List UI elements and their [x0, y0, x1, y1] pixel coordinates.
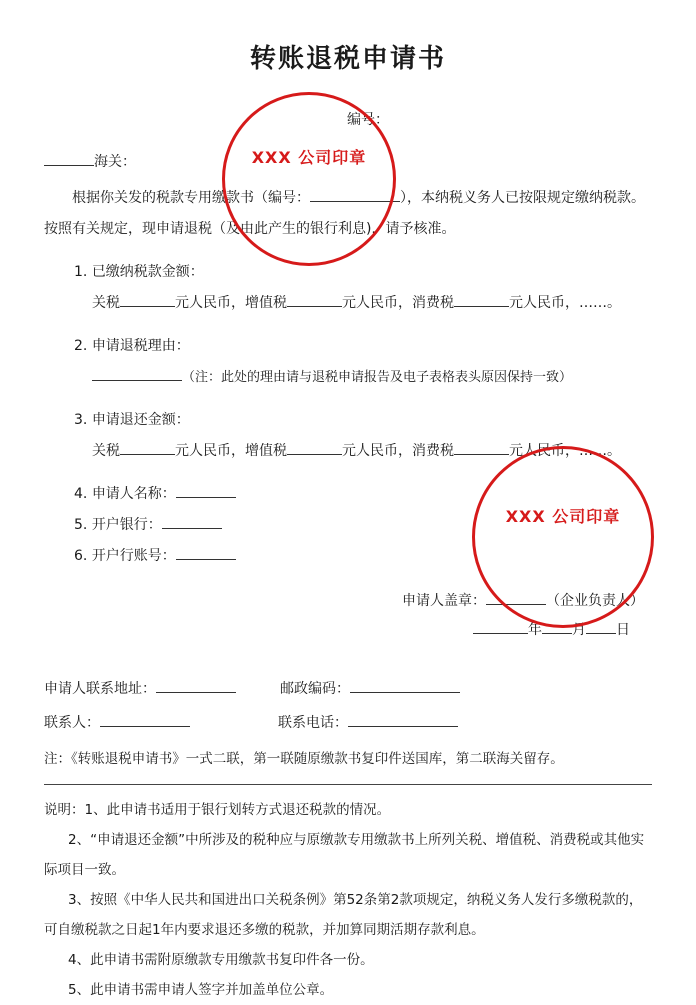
item-3-label: 申请退还金额：: [91, 412, 190, 428]
reason-note: （注：此处的理由请与退税申请报告及电子表格表头原因保持一致）: [182, 370, 573, 385]
tariff-unit-3: 元人民币，……。: [509, 295, 621, 311]
paid-tax-amount-line: [44, 288, 652, 319]
explanation-item-4: 4、此申请书需附原缴款专用缴款书复印件各一份。: [68, 952, 374, 968]
list-item: [44, 405, 652, 436]
explanation-block: [44, 795, 652, 1005]
consumption-blank-1: [454, 292, 509, 307]
intro-blank: [310, 187, 400, 202]
explanation-item-2: 2、“申请退还金额”中所涉及的税种应与原缴款专用缴款书上所列关税、增值税、消费税或其他实际项目一致。: [44, 832, 645, 878]
customs-blank: [44, 151, 94, 166]
company-stamp-bottom-text: XXX 公司印章: [505, 506, 621, 526]
item-list-2: [44, 331, 652, 362]
serial-number-label: 编号：: [347, 112, 389, 128]
explanation-1: [44, 795, 652, 825]
bank-name-blank: [162, 514, 222, 529]
intro-paragraph: [44, 183, 652, 245]
footer-note: 注：《转账退税申请书》一式二联，第一联随原缴款书复印件送国库，第二联海关留存。: [44, 751, 564, 767]
year-label: 年: [528, 622, 542, 638]
item-3-number: 3.: [74, 412, 88, 428]
list-item: [44, 479, 652, 510]
tariff-label-2: 关税: [92, 443, 120, 459]
tariff-unit-6: 元人民币，……。: [509, 443, 621, 459]
tariff-unit-5: 元人民币，消费税: [342, 443, 454, 459]
company-stamp-top-text: XXX 公司印章: [251, 147, 367, 167]
applicant-seal-label: 申请人盖章：: [402, 593, 486, 609]
consumption-blank-2: [454, 440, 509, 455]
contact-person-row: [44, 706, 652, 740]
item-list-4: [44, 479, 652, 572]
item-4-number: 4.: [74, 486, 88, 502]
item-5-label: 开户银行：: [91, 517, 162, 533]
month-label: 月: [572, 622, 586, 638]
postcode-blank: [350, 678, 460, 693]
item-6-number: 6.: [74, 548, 88, 564]
contact-phone-label: 联系电话：: [278, 715, 348, 731]
contact-person-label: 联系人：: [44, 715, 100, 731]
serial-number-line: [44, 109, 652, 129]
refund-reason-line: [44, 362, 652, 393]
customs-line: [44, 151, 652, 171]
month-blank: [542, 619, 572, 634]
applicant-seal-line: [44, 586, 652, 616]
tariff-blank-2: [120, 440, 175, 455]
vat-blank-2: [287, 440, 342, 455]
explanation-item-1: 1、此申请书适用于银行划转方式退还税款的情况。: [84, 802, 391, 818]
year-blank: [473, 619, 528, 634]
explanation-item-3: 3、按照《中华人民共和国进出口关税条例》第52条第2款项规定，纳税义务人发行多缴税款的，可自缴税款之日起1年内要求退还多缴的税款，并加算同期活期存款利息。: [44, 892, 643, 938]
item-5-number: 5.: [74, 517, 88, 533]
refund-amount-line: [44, 436, 652, 467]
contact-block: [44, 672, 652, 740]
tariff-unit-1: 元人民币，增值税: [175, 295, 287, 311]
contact-address-row: [44, 672, 652, 706]
applicant-seal-suffix: （企业负责人）: [546, 593, 644, 609]
tariff-blank-1: [120, 292, 175, 307]
bank-account-blank: [176, 545, 236, 560]
list-item: [44, 331, 652, 362]
contact-address-label: 申请人联系地址：: [44, 681, 156, 697]
postcode-label: 邮政编码：: [280, 681, 350, 697]
page-title: 转账退税申请书: [249, 44, 446, 74]
applicant-seal-blank: [486, 590, 546, 605]
tariff-unit-4: 元人民币，增值税: [175, 443, 287, 459]
seal-date-line: [44, 616, 652, 644]
item-2-number: 2.: [74, 338, 88, 354]
list-item: [44, 257, 652, 288]
contact-phone-blank: [348, 712, 458, 727]
contact-person-blank: [100, 712, 190, 727]
day-label: 日: [616, 622, 630, 638]
reason-blank: [92, 366, 182, 381]
intro-part2: ），本纳税义务人已按限规定缴纳税款。按照有关规定，现申请退税（及由此产生的银行利息)，请予核准。: [44, 190, 645, 237]
tariff-label-1: 关税: [92, 295, 120, 311]
item-2-label: 申请退税理由：: [91, 338, 190, 354]
item-6-label: 开户行账号：: [91, 548, 176, 564]
divider: [44, 784, 652, 785]
vat-blank-1: [287, 292, 342, 307]
item-list: [44, 257, 652, 288]
intro-part1: 根据你关发的税款专用缴款书（编号：: [72, 190, 310, 206]
customs-label: 海关：: [94, 154, 136, 170]
day-blank: [586, 619, 616, 634]
item-4-label: 申请人名称：: [91, 486, 176, 502]
tariff-unit-2: 元人民币，消费税: [342, 295, 454, 311]
item-1-label: 已缴纳税款金额：: [91, 264, 204, 280]
item-list-3: [44, 405, 652, 436]
item-1-number: 1.: [74, 264, 88, 280]
explanation-item-5: 5、此申请书需申请人签字并加盖单位公章。: [68, 982, 334, 998]
applicant-name-blank: [176, 483, 236, 498]
explanation-title: 说明：: [44, 802, 85, 818]
list-item: [44, 541, 652, 572]
contact-address-blank: [156, 678, 236, 693]
list-item: [44, 510, 652, 541]
intro-paragraph-text: [44, 183, 652, 245]
